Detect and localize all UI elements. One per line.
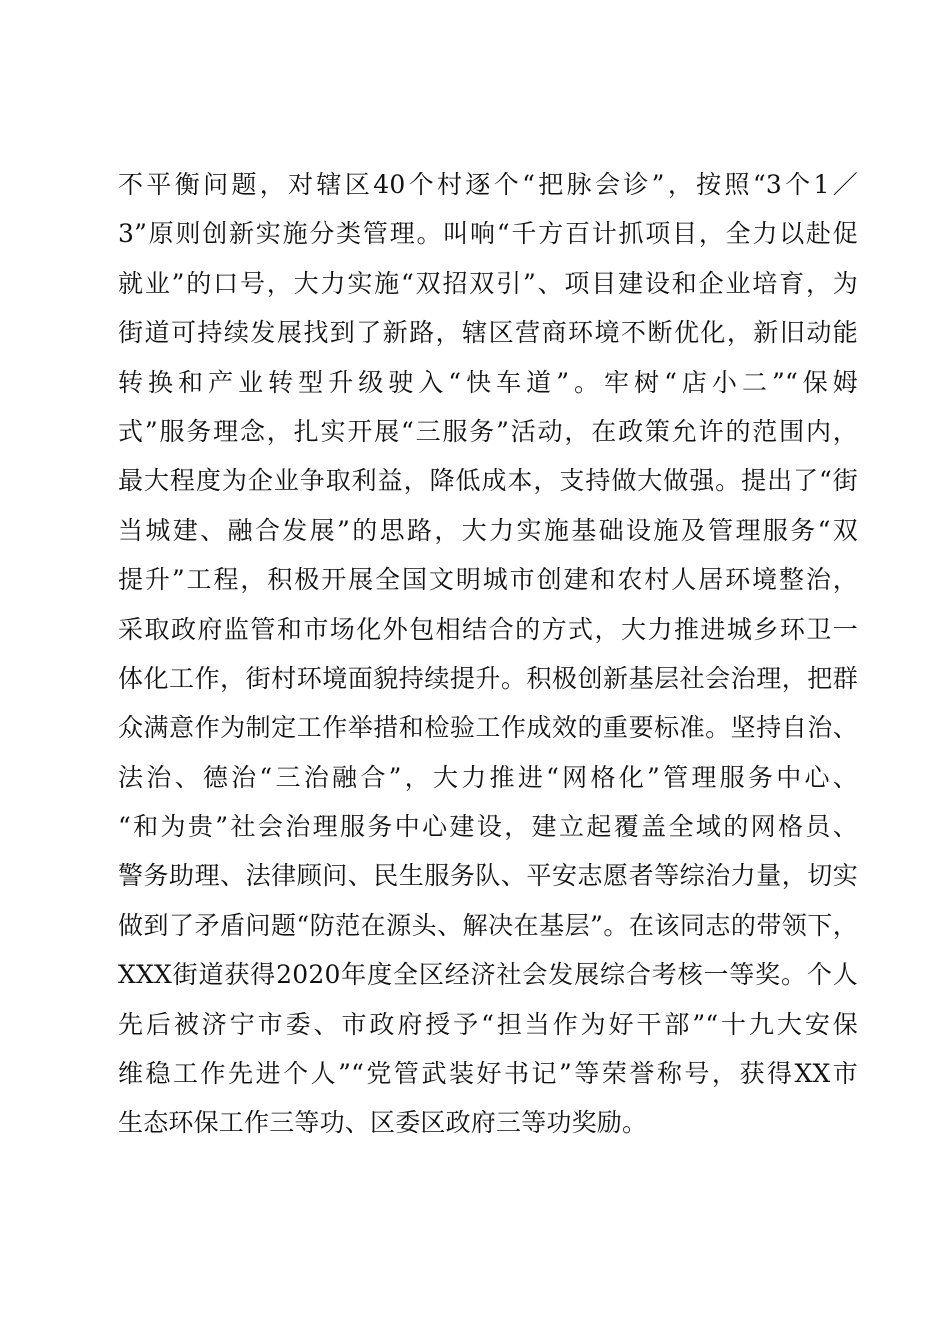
text-line: 提升”工程，积极开展全国文明城市创建和农村人居环境整治， [118,565,858,595]
text-line: 做到了矛盾问题“防范在源头、解决在基层”。在该同志的带领下， [118,910,858,940]
text-line: 众满意作为制定工作举措和检验工作成效的重要标准。坚持自治、 [118,713,858,743]
text-line: 体化工作，街村环境面貌持续提升。积极创新基层社会治理，把群 [118,663,858,693]
text-line: 3”原则创新实施分类管理。叫响“千方百计抓项目，全力以赴促 [118,219,858,249]
text-line: 最大程度为企业争取利益，降低成本，支持做大做强。提出了“街 [118,466,858,496]
text-line: XXX街道获得2020年度全区经济社会发展综合考核一等奖。个人 [118,960,858,990]
text-line: “和为贵”社会治理服务中心建设，建立起覆盖全域的网格员、 [118,812,858,842]
body-paragraph [118,160,858,1148]
text-line: 采取政府监管和市场化外包相结合的方式，大力推进城乡环卫一 [118,614,858,644]
text-line: 先后被济宁市委、市政府授予“担当作为好干部”“十九大安保 [118,1009,858,1039]
text-line: 就业”的口号，大力实施“双招双引”、项目建设和企业培育，为 [118,268,858,298]
text-line: 转换和产业转型升级驶入“快车道”。牢树“店小二”“保姆 [118,367,858,397]
text-line: 维稳工作先进个人”“党管武装好书记”等荣誉称号，获得XX市 [118,1059,858,1089]
text-line: 街道可持续发展找到了新路，辖区营商环境不断优化，新旧动能 [118,318,858,348]
text-line: 不平衡问题，对辖区40个村逐个“把脉会诊”，按照“3个1／ [118,170,858,199]
text-line: 警务助理、法律顾问、民生服务队、平安志愿者等综治力量，切实 [118,861,858,891]
text-line: 生态环保工作三等功、区委区政府三等功奖励。 [118,1108,648,1138]
text-line: 当城建、融合发展”的思路，大力实施基础设施及管理服务“双 [118,515,858,545]
text-line: 式”服务理念，扎实开展“三服务”活动，在政策允许的范围内， [118,416,858,446]
text-line: 法治、德治“三治融合”，大力推进“网格化”管理服务中心、 [118,762,858,792]
